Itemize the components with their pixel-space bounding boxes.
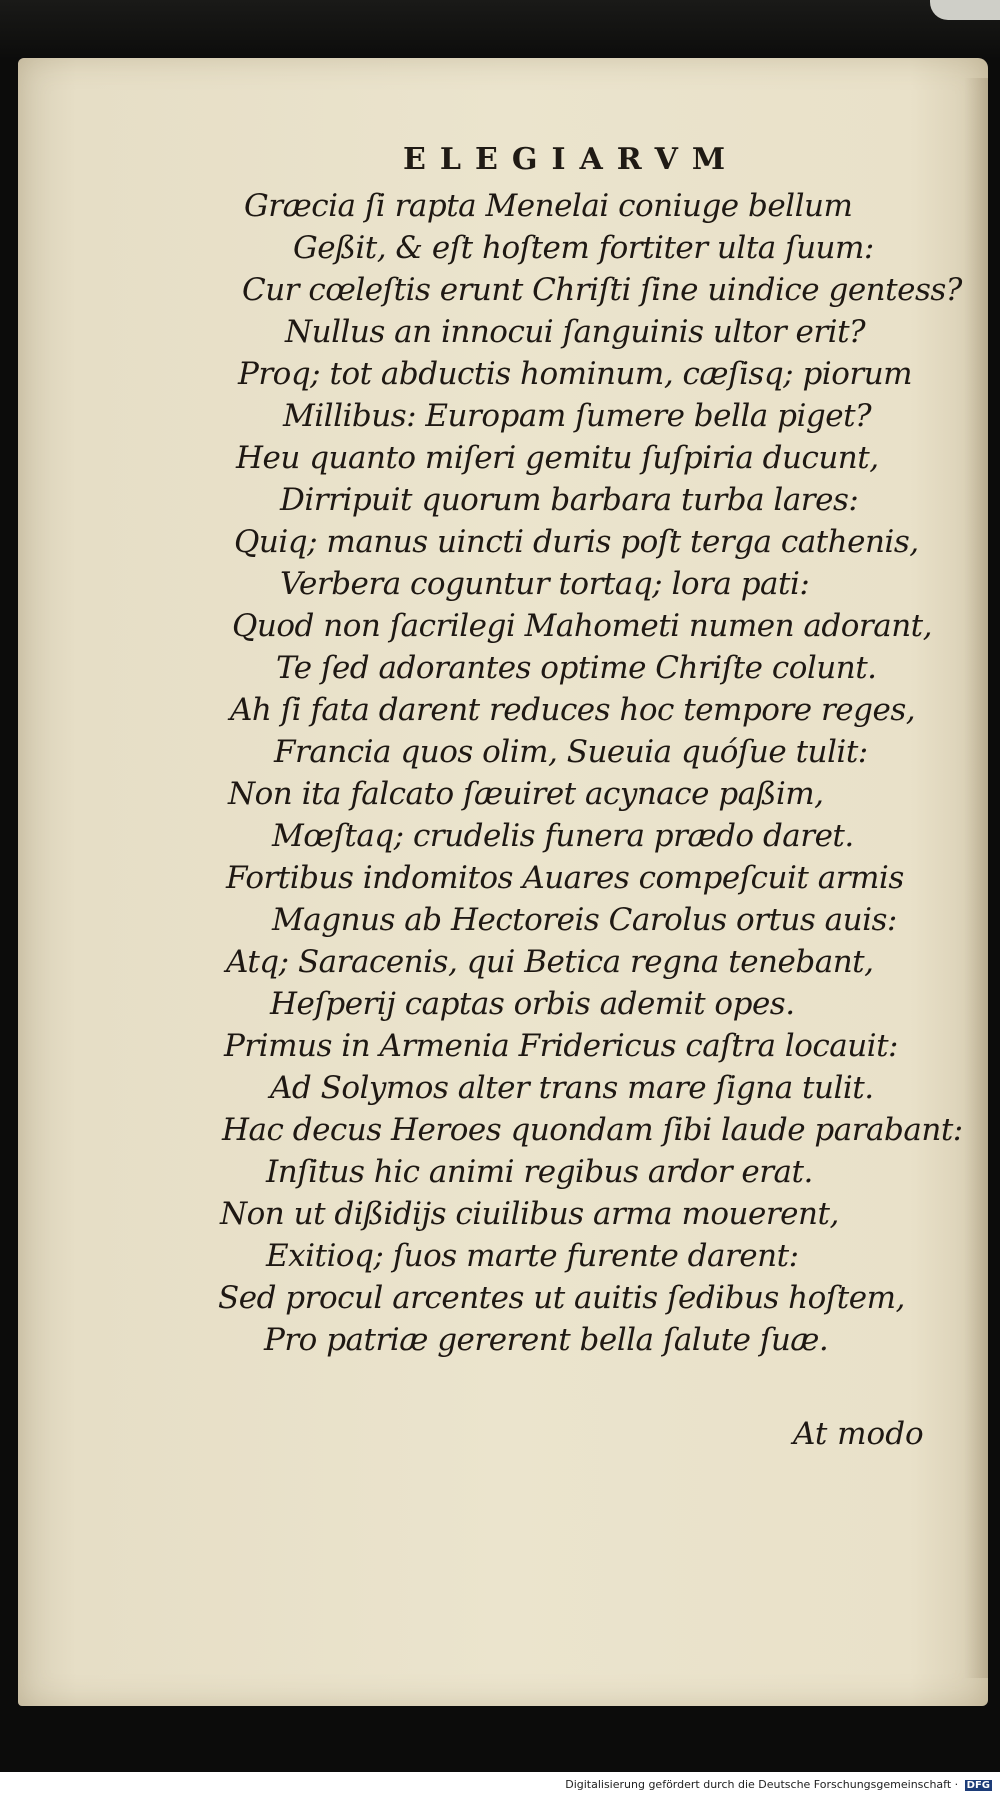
funding-credit-text: Digitalisierung gefördert durch die Deutsche Forschungsgemeinschaft (565, 1778, 952, 1791)
verse-line: Geßit, & eſt hoſtem fortiter ulta ſuum: (293, 230, 874, 266)
verse-line: Sed procul arcentes ut auitis ſedibus hoſtem, (218, 1280, 905, 1316)
verse-line: Te ſed adorantes optime Chriſte colunt. (276, 650, 877, 686)
verse-line: Exitioq; ſuos marte furente darent: (266, 1238, 799, 1274)
verse-line: Quiq; manus uincti duris poſt terga cathenis, (234, 524, 919, 560)
verse-line: Cur cœleſtis erunt Chriſti ſine uindice gentess? (242, 272, 962, 308)
book-edge-corner (930, 0, 1000, 20)
verse-line: Græcia ſi rapta Menelai coniuge bellum (244, 188, 853, 224)
verse-line: Inſitus hic animi regibus ardor erat. (266, 1154, 813, 1190)
dfg-logo: DFG (966, 1780, 990, 1791)
verse-line: Proq; tot abductis hominum, cæſisq; piorum (238, 356, 913, 392)
verse-line: Verbera coguntur tortaq; lora pati: (280, 566, 810, 602)
verse-line: Heſperij captas orbis ademit opes. (270, 986, 795, 1022)
verse-line: Ad Solymos alter trans mare ſigna tulit. (270, 1070, 874, 1106)
verse-line: Fortibus indomitos Auares compeſcuit armis (226, 860, 904, 896)
verse-line: Nullus an innocui ſanguinis ultor erit? (285, 314, 866, 350)
verse-line: Francia quos olim, Sueuia quóſue tulit: (274, 734, 868, 770)
catchword: At modo (793, 1416, 924, 1452)
running-head: ELEGIARVM (403, 142, 740, 177)
verse-line: Heu quanto miſeri gemitu ſuſpiria ducunt, (236, 440, 879, 476)
verse-line: Pro patriæ gererent bella ſalute ſuæ. (264, 1322, 829, 1358)
verse-line: Hac decus Heroes quondam ſibi laude parabant: (222, 1112, 963, 1148)
book-edge-top (0, 0, 1000, 60)
verse-line: Non ita falcato ſæuiret acynace paßim, (228, 776, 824, 812)
digitization-footer (0, 1772, 1000, 1794)
verse-line: Dirripuit quorum barbara turba lares: (280, 482, 859, 518)
verse-line: Millibus: Europam ſumere bella piget? (283, 398, 872, 434)
verse-line: Primus in Armenia Fridericus caſtra locauit: (224, 1028, 899, 1064)
funding-credit: Digitalisierung gefördert durch die Deutsche Forschungsgemeinschaft · DFG (565, 1778, 990, 1791)
verse-line: Ah ſi fata darent reduces hoc tempore reges, (230, 692, 916, 728)
verse-line: Non ut dißidijs ciuilibus arma mouerent, (220, 1196, 839, 1232)
verse-line: Magnus ab Hectoreis Carolus ortus auis: (272, 902, 897, 938)
verse-line: Quod non ſacrilegi Mahometi numen adorant, (232, 608, 932, 644)
book-page (18, 58, 988, 1706)
verse-line: Mœſtaq; crudelis funera prædo daret. (272, 818, 854, 854)
verse-line: Atq; Saracenis, qui Betica regna tenebant, (226, 944, 874, 980)
